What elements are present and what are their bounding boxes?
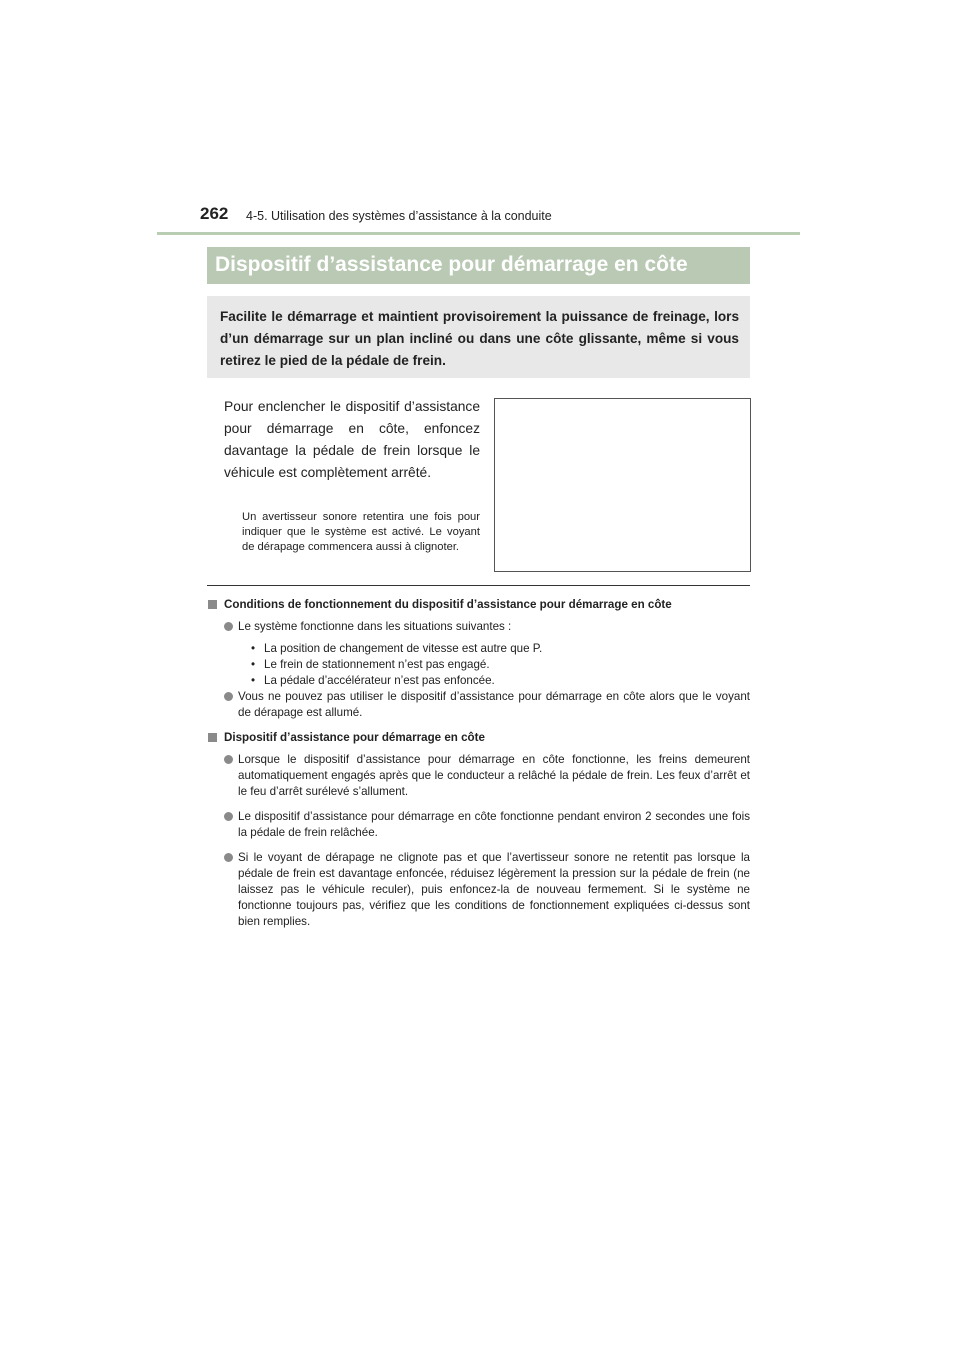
list-item: Le dispositif d’assistance pour démarrage en côte fonctionne pendant environ 2 secondes une fois la pédale de frein relâchée. [207,809,750,841]
circle-bullet-icon [224,812,233,821]
circle-bullet-icon [224,692,233,701]
list-item: Vous ne pouvez pas utiliser le dispositif d’assistance pour démarrage en côte alors que le voyant de dérapage est allumé. [207,689,750,721]
info-section [207,597,750,932]
chapter-title: 4-5. Utilisation des systèmes d’assistance à la conduite [246,209,552,223]
circle-bullet-icon [224,853,233,862]
sub-list-item: • Le frein de stationnement n’est pas engagé. [251,658,490,671]
circle-bullet-icon [224,622,233,631]
list-item: Si le voyant de dérapage ne clignote pas et que l’avertisseur sonore ne retentit pas lorsque la pédale de frein est davantage enfoncée, réduisez légèrement la pression sur la pédale de frein (ne laissez pas le véhicule reculer), puis enfoncez-la de nouveau fermement. Si le système ne fonctionne toujours pas, vérifiez que les conditions de fonctionnement expliquées ci-dessus sont bien remplies. [207,850,750,930]
info-heading-operation: Dispositif d’assistance pour démarrage en côte [207,730,750,746]
note-text: Un avertisseur sonore retentira une fois pour indiquer que le système est activé. Le voyant de dérapage commencera aussi à clignoter. [242,511,480,553]
intro-text: Facilite le démarrage et maintient provisoirement la puissance de freinage, lors d’un démarrage sur un plan incliné ou dans une côte glissante, même si vous retirez le pied de la pédale de frein. [220,309,739,368]
section-title-bar [207,247,750,284]
info-heading-conditions: Conditions de fonctionnement du dispositif d’assistance pour démarrage en côte [207,597,750,613]
square-bullet-icon [208,733,217,742]
dot-bullet-icon: • [251,674,256,687]
page-number: 262 [200,204,229,223]
sub-list-item: • La pédale d’accélérateur n’est pas enfoncée. [251,674,495,687]
header-rule [157,232,800,235]
main-instruction: Pour enclencher le dispositif d’assistance pour démarrage en côte, enfoncez davantage la pédale de frein lorsque le véhicule est complètement arrêté. [224,399,480,480]
intro-box [207,296,750,378]
section-divider [207,585,750,586]
list-item: Lorsque le dispositif d’assistance pour démarrage en côte fonctionne, les freins demeurent automatiquement engagés après que le conducteur a relâché la pédale de frein. Les feux d’arrêt et le feu d’arrêt surélevé s’allument. [207,752,750,800]
square-bullet-icon [208,600,217,609]
section-title: Dispositif d’assistance pour démarrage en côte [215,253,688,276]
sub-list-item: • La position de changement de vitesse est autre que P. [251,642,543,655]
illustration-placeholder [494,398,751,572]
dot-bullet-icon: • [251,658,256,671]
list-item: Le système fonctionne dans les situations suivantes : [207,619,750,635]
dot-bullet-icon: • [251,642,256,655]
circle-bullet-icon [224,755,233,764]
